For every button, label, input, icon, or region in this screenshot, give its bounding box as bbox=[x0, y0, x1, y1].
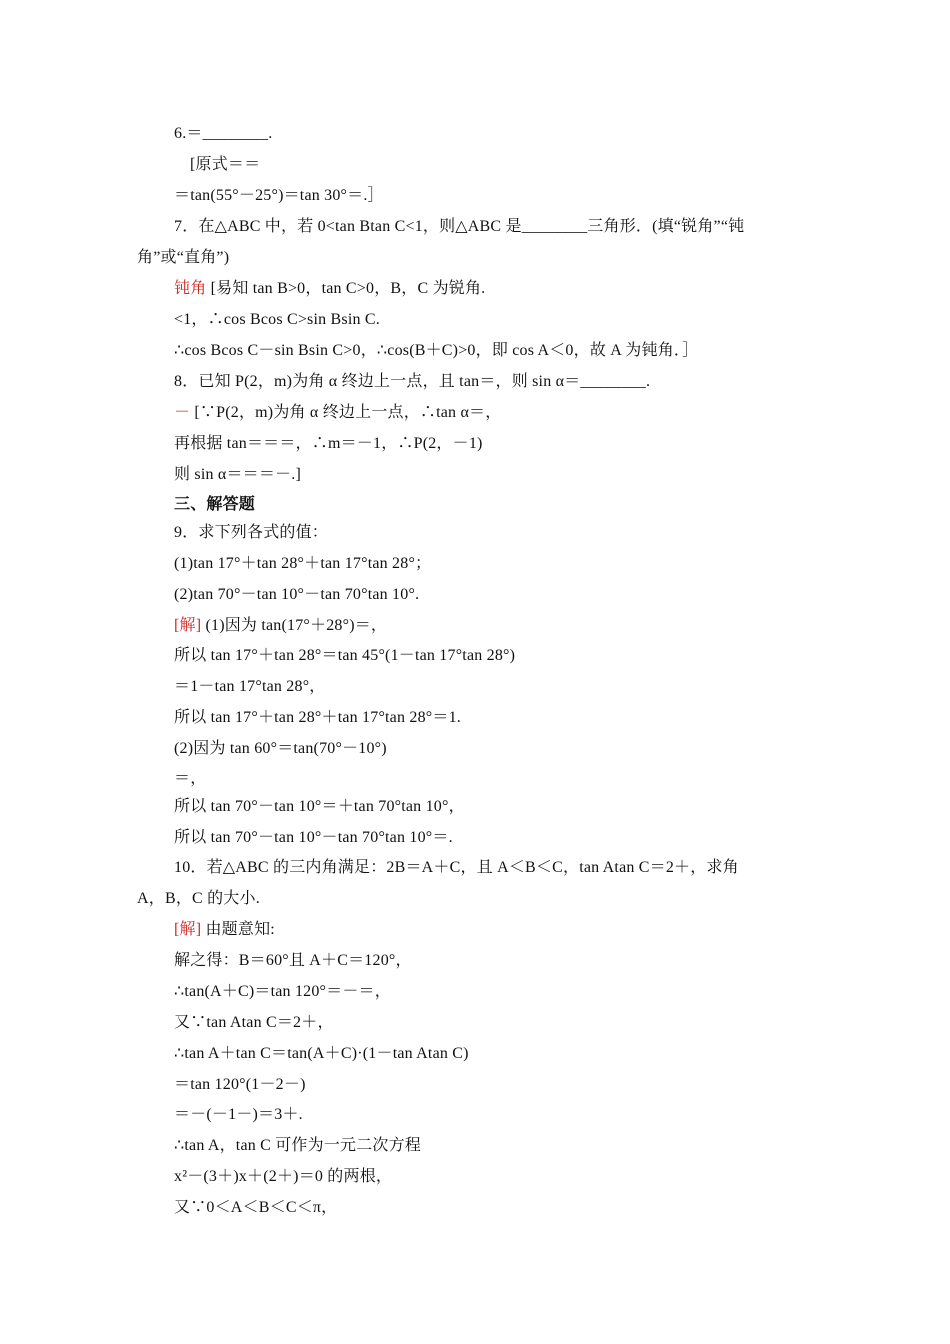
answer-7: 钝角 [易知 tan B>0，tan C>0，B，C 为锐角. bbox=[174, 280, 486, 297]
text-line: ＝tan 120°(1－2－) bbox=[174, 1076, 306, 1093]
question-9: 9．求下列各式的值： bbox=[174, 524, 329, 541]
answer-label: － bbox=[174, 404, 191, 421]
text-line: ＝1－tan 17°tan 28°， bbox=[174, 678, 326, 695]
text-line: 又∵tan Atan C＝2＋， bbox=[174, 1014, 334, 1031]
text-line: 所以 tan 70°－tan 10°＝＋tan 70°tan 10°， bbox=[174, 798, 465, 815]
question-7: 7．在△ABC 中，若 0<tan Btan C<1，则△ABC 是________三角形．(填“锐角”“钝 bbox=[174, 218, 745, 235]
text-line: 所以 tan 70°－tan 10°－tan 70°tan 10°＝. bbox=[174, 829, 453, 846]
solution-10: [解] 由题意知: bbox=[174, 921, 275, 938]
text-line: 则 sin α＝＝＝－.] bbox=[174, 466, 301, 483]
text-line: ∴tan(A＋C)＝tan 120°＝－＝， bbox=[174, 983, 391, 1000]
text-line: x²－(3＋)x＋(2＋)＝0 的两根， bbox=[174, 1168, 393, 1185]
text-line: 又∵0＜A＜B＜C＜π， bbox=[174, 1199, 338, 1216]
answer-8: － [∵P(2，m)为角 α 终边上一点，∴tan α＝， bbox=[174, 404, 502, 421]
text-line: ＝tan(55°－25°)＝tan 30°＝.］ bbox=[174, 187, 384, 204]
text-line: 再根据 tan＝＝＝，∴m＝－1，∴P(2，－1) bbox=[174, 435, 483, 452]
text-line: ＝－(－1－)＝3＋. bbox=[174, 1106, 303, 1123]
solution-9: [解] (1)因为 tan(17°＋28°)＝， bbox=[174, 617, 388, 634]
text-line: 所以 tan 17°＋tan 28°＝tan 45°(1－tan 17°tan 28°) bbox=[174, 647, 516, 664]
text-line: (2)因为 tan 60°＝tan(70°－10°) bbox=[174, 740, 387, 757]
solution-label: [解] bbox=[174, 921, 202, 938]
text-line: (2)tan 70°－tan 10°－tan 70°tan 10°. bbox=[174, 586, 420, 603]
question-10: 10．若△ABC 的三内角满足：2B＝A＋C，且 A＜B＜C，tan Atan C＝2＋，求角 bbox=[174, 859, 739, 876]
text-line: 角”或“直角”) bbox=[137, 249, 230, 266]
text-line: <1，∴cos Bcos C>sin Bsin C. bbox=[174, 311, 380, 328]
solution-label: [解] bbox=[174, 617, 202, 634]
text-line: 6.＝________. bbox=[174, 125, 273, 142]
text-line: ∴tan A，tan C 可作为一元二次方程 bbox=[174, 1137, 422, 1154]
text-line: A，B，C 的大小. bbox=[137, 890, 260, 907]
section-heading: 三、解答题 bbox=[174, 496, 256, 513]
text-line: [原式＝＝ bbox=[190, 156, 261, 173]
text-line: ＝， bbox=[174, 770, 207, 787]
text-line: ∴tan A＋tan C＝tan(A＋C)·(1－tan Atan C) bbox=[174, 1045, 469, 1062]
text-line: ∴cos Bcos C－sin Bsin C>0，∴cos(B＋C)>0，即 cos A＜0，故 A 为钝角．］ bbox=[174, 342, 699, 359]
text-line: 解之得：B＝60°且 A＋C＝120°， bbox=[174, 952, 412, 969]
text-line: (1)tan 17°＋tan 28°＋tan 17°tan 28°； bbox=[174, 555, 432, 572]
text-line: 所以 tan 17°＋tan 28°＋tan 17°tan 28°＝1. bbox=[174, 709, 461, 726]
answer-label: 钝角 bbox=[174, 280, 207, 297]
question-8: 8．已知 P(2，m)为角 α 终边上一点，且 tan＝，则 sin α＝________. bbox=[174, 373, 651, 390]
